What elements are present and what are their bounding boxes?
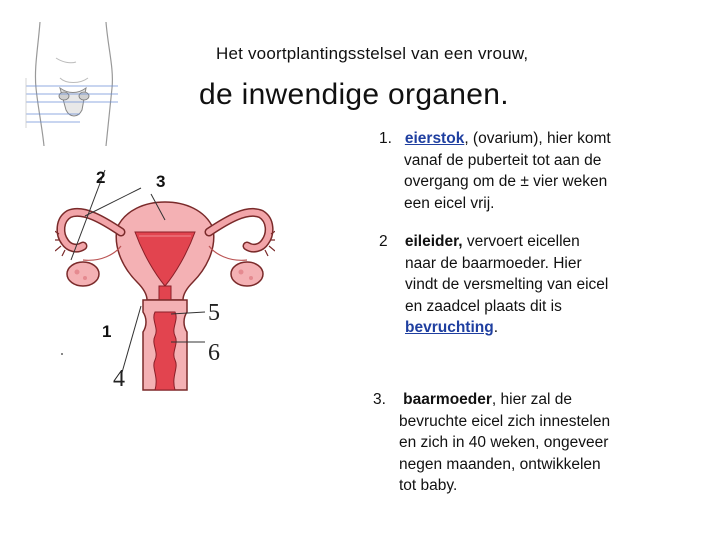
item-2-line-3: vindt de versmelting van eicel: [405, 276, 609, 293]
label-6: 6: [208, 340, 220, 366]
item-1-line-2: vanaf de puberteit tot aan de: [404, 151, 602, 169]
item-1-number: 1.: [379, 130, 392, 147]
item-2-number: 2: [379, 233, 388, 250]
label-3: 3: [156, 172, 166, 191]
title-line-1: Het voortplantingsstelsel van een vrouw,: [216, 44, 529, 63]
label-2: 2: [96, 168, 106, 187]
item-1-term-link[interactable]: eierstok: [404, 130, 465, 147]
list-item-1: [379, 128, 679, 214]
item-2-line-2: naar de baarmoeder. Hier: [405, 254, 582, 272]
item-1-line-3: overgang om de ± vier weken: [404, 173, 608, 190]
item-3-line-2: bevruchte eicel zich innestelen: [399, 412, 611, 430]
item-2-line5-rest: .: [493, 319, 499, 336]
title-line-2: de inwendige organen.: [199, 78, 509, 111]
item-1-line-4: een eicel vrij.: [404, 194, 495, 212]
item-3-line-3: en zich in 40 weken, ongeveer: [399, 434, 609, 451]
item-1-line1-rest: , (ovarium), hier komt: [464, 130, 611, 147]
label-1: 1: [102, 322, 112, 341]
label-4: 4: [113, 366, 125, 392]
list-item-3: [373, 389, 673, 497]
item-2-term: eileider,: [404, 233, 463, 250]
item-3-line-5: tot baby.: [399, 477, 458, 494]
item-3-line-4: negen maanden, ontwikkelen: [399, 455, 601, 473]
item-3-term: baarmoeder: [403, 391, 492, 408]
list-item-2: [379, 231, 679, 339]
item-2-line-4: en zaadcel plaats dit is: [405, 297, 562, 315]
item-2-line1-rest: vervoert eicellen: [462, 233, 580, 250]
item-2-bevruchting-link[interactable]: bevruchting: [405, 319, 494, 336]
label-5: 5: [208, 300, 220, 326]
body-outline-thumbnail: [20, 18, 130, 148]
item-3-number: 3.: [373, 391, 386, 408]
stray-dot: [61, 353, 63, 355]
item-3-line1-rest: , hier zal de: [491, 391, 573, 408]
